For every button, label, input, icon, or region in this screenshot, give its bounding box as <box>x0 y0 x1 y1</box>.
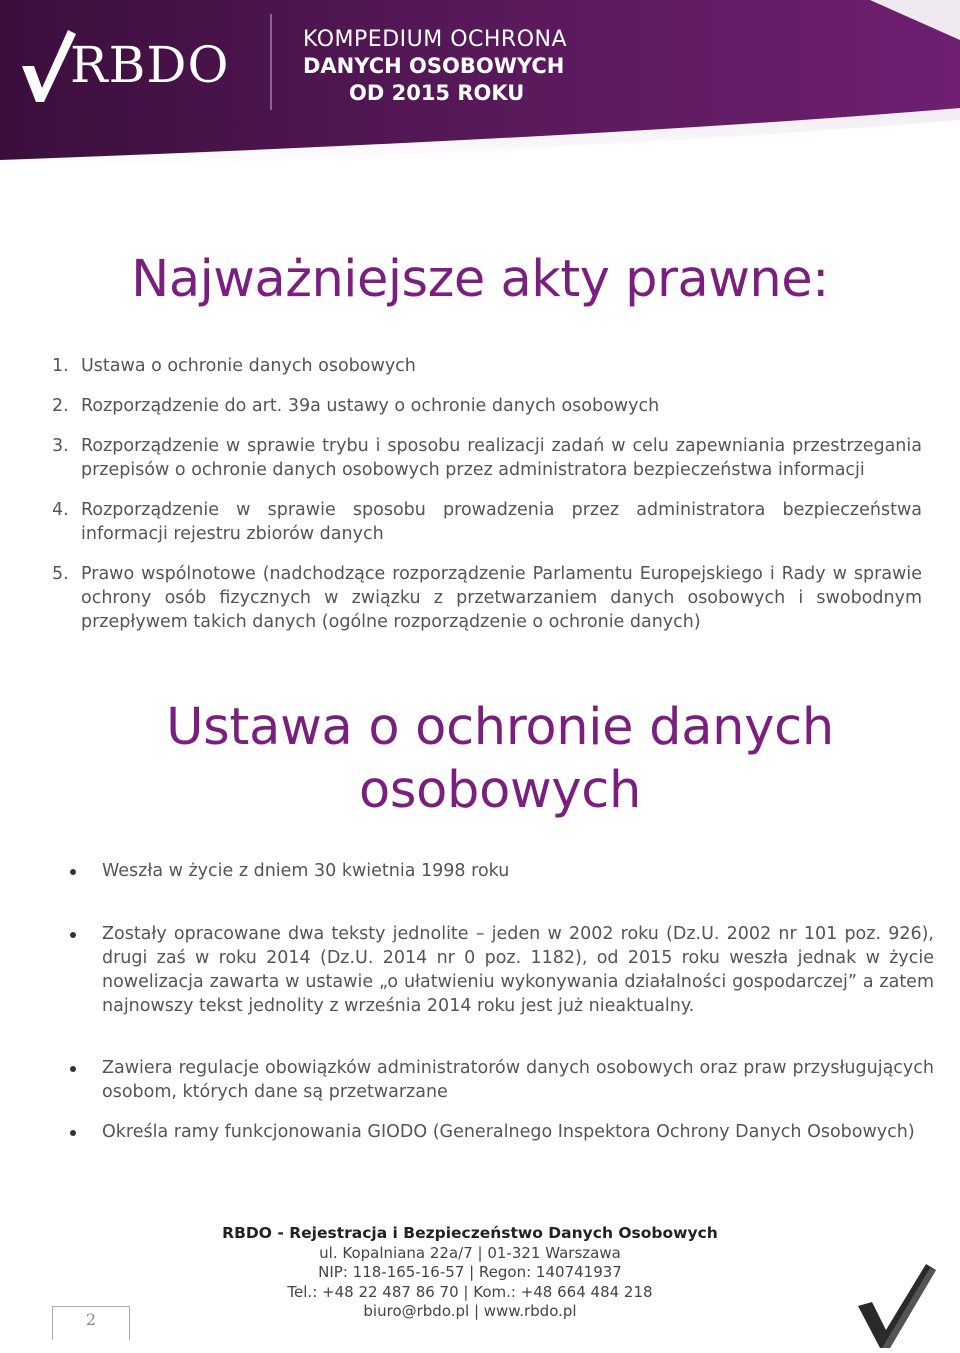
bullet-item <box>70 922 934 1018</box>
list-number: 1. <box>52 356 69 376</box>
section-heading-line2: osobowych <box>358 761 642 820</box>
footer-ids: NIP: 118-165-16-57 | Regon: 140741937 <box>318 1263 622 1281</box>
bullet-item <box>70 859 934 883</box>
list-item-text: Rozporządzenie w sprawie sposobu prowadzenia przez administratora bezpieczeństwa informacji rejestru zbiorów danych <box>81 500 922 544</box>
bullet-text: Zostały opracowane dwa teksty jednolite – jeden w 2002 roku (Dz.U. 2002 nr 101 poz. 926), drugi zaś w roku 2014 (Dz.U. 2014 nr 0 poz. 1182), od 2015 roku weszła jednak w życie nowelizacja zawarta w ustawie „o ułatwieniu wykonywania działalności gospodarczej” a zatem najnowszy tekst jednolity z września 2014 roku jest już nieaktualny. <box>102 924 934 1016</box>
footer-company: RBDO - Rejestracja i Bezpieczeństwo Danych Osobowych <box>222 1224 718 1242</box>
footer-contact <box>200 1224 740 1322</box>
list-item-text: Prawo wspólnotowe (nadchodzące rozporządzenie Parlamentu Europejskiego i Rady w sprawie ochrony osób fizycznych w związku z przetwarzaniem danych osobowych i swobodnym przepływem takich danych (ogólne rozporządzenie o ochronie danych) <box>81 564 922 632</box>
header-title <box>303 26 567 107</box>
header-title-line1: KOMPEDIUM OCHRONA <box>303 27 568 52</box>
checkmark-icon <box>856 1262 938 1350</box>
footer-phones: Tel.: +48 22 487 86 70 | Kom.: +48 664 484 218 <box>287 1282 653 1301</box>
bullet-item <box>70 1056 934 1104</box>
list-item-text: Ustawa o ochronie danych osobowych <box>81 356 416 376</box>
bullet-text: Zawiera regulacje obowiązków administratorów danych osobowych oraz praw przysługujących osobom, których dane są przetwarzane <box>102 1058 934 1102</box>
bullet-icon <box>70 1066 76 1072</box>
logo-text: RBDO <box>70 36 230 94</box>
section-heading-line1: Ustawa o ochronie danych <box>166 698 834 757</box>
bullet-icon <box>70 932 76 938</box>
list-item <box>52 434 922 482</box>
list-item <box>52 562 922 634</box>
list-item-text: Rozporządzenie w sprawie trybu i sposobu realizacji zadań w celu zapewniania przestrzegania przepisów o ochronie danych osobowych przez administratora bezpieczeństwa informacji <box>81 436 922 480</box>
list-item-text: Rozporządzenie do art. 39a ustawy o ochronie danych osobowych <box>81 396 660 416</box>
bullet-item <box>70 1120 934 1144</box>
bullet-icon <box>70 1130 76 1136</box>
page-heading: Najważniejsze akty prawne: <box>131 250 829 309</box>
list-number: 5. <box>52 564 69 584</box>
list-item <box>52 394 922 418</box>
acts-list <box>52 354 922 634</box>
list-number: 4. <box>52 500 69 520</box>
bullet-text: Określa ramy funkcjonowania GIODO (Generalnego Inspektora Ochrony Danych Osobowych) <box>102 1122 915 1142</box>
bullet-text: Weszła w życie z dniem 30 kwietnia 1998 roku <box>102 861 510 881</box>
footer-email-website[interactable]: biuro@rbdo.pl | www.rbdo.pl <box>363 1302 577 1320</box>
footer-address: ul. Kopalniana 22a/7 | 01-321 Warszawa <box>319 1243 621 1262</box>
list-item <box>52 354 922 378</box>
section-heading <box>80 696 920 822</box>
header-divider <box>270 14 272 110</box>
list-item <box>52 498 922 546</box>
page-number: 2 <box>85 1310 97 1329</box>
list-number: 3. <box>52 436 69 456</box>
bullet-icon <box>70 869 76 875</box>
header-title-line2: DANYCH OSOBOWYCH <box>303 54 565 78</box>
list-number: 2. <box>52 396 69 416</box>
header-title-line3: OD 2015 ROKU <box>349 81 525 105</box>
header-banner <box>0 0 960 185</box>
